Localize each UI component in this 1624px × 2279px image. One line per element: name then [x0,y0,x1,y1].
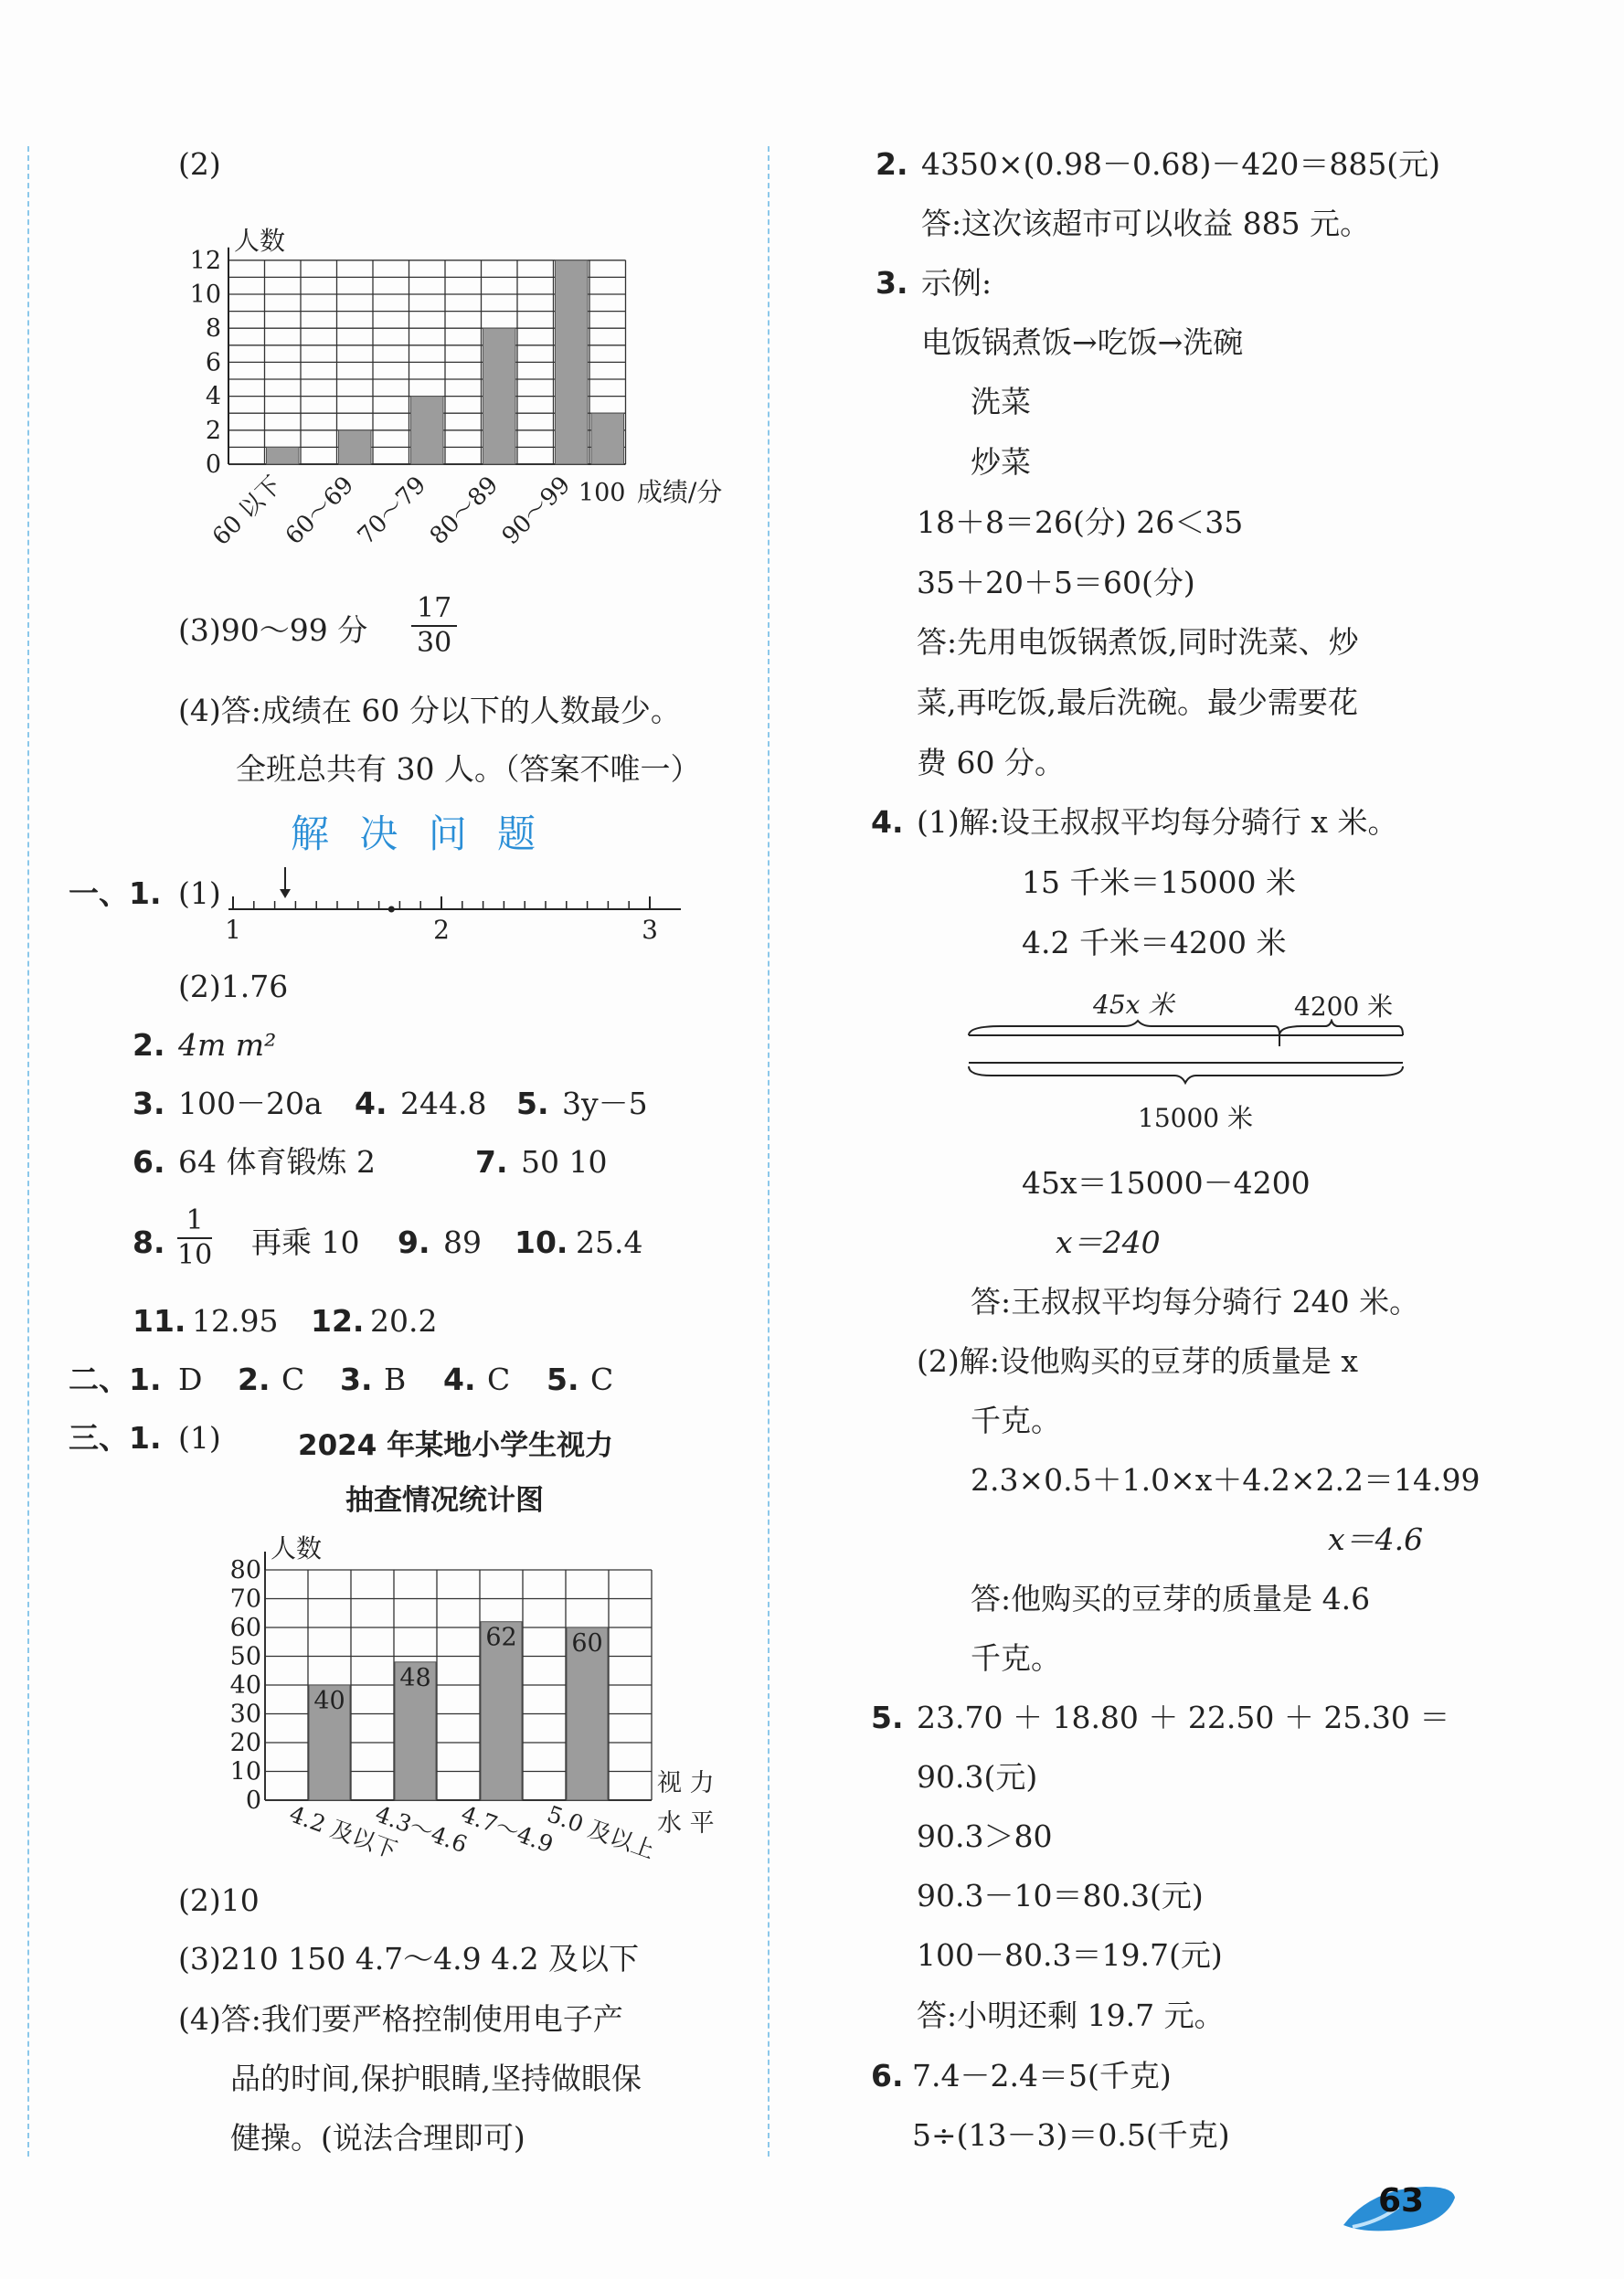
x-axis-label: 成绩/分 [636,477,723,507]
item-8-fraction-numerator: 1 [177,1204,212,1239]
bar-60 以下 [267,447,300,464]
s2-number-2: 2. [238,1362,271,1397]
item-4-number: 4. [355,1086,387,1121]
r4-part2-equation1: 2.3×0.5＋1.0×x＋4.2×2.2＝14.99 [971,1462,1481,1498]
y-tick-label: 10 [189,281,221,309]
s2-answer-1: D [178,1362,203,1397]
r4-answer: 答:王叔叔平均每分骑行 240 米。 [971,1284,1420,1320]
y-tick-label: 0 [245,1786,261,1815]
y-axis-label: 人数 [271,1533,323,1564]
item-10-number: 10. [515,1224,568,1260]
s3-sub3: (3)210 150 4.7～4.9 4.2 及以下 [178,1941,640,1977]
r6-line1: 7.4－2.4＝5(千克) [912,2058,1172,2094]
item-3-number: 3. [133,1086,165,1121]
q3-text: (3)90～99 分 [178,612,368,648]
s2-number-3: 3. [340,1362,373,1397]
top-brace-2 [1279,1021,1403,1035]
r4-equation1: 45x＝15000－4200 [1022,1165,1311,1201]
s2-number-4: 4. [443,1362,476,1397]
page-number: 63 [1378,2182,1425,2220]
column-divider-left [27,146,29,2157]
x-tick-label: 80～89 [424,471,504,551]
s3-sub4-line1: (4)答:我们要严格控制使用电子产 [178,2001,623,2037]
r3-flow-wash: 洗菜 [971,384,1031,419]
s3-sub4-line2: 品的时间,保护眼睛,坚持做眼保 [230,2061,642,2096]
bar-90～99 [556,260,589,464]
y-tick-label: 30 [229,1700,261,1729]
q3-fraction-numerator: 17 [411,592,457,627]
item-6-number: 6. [133,1144,165,1180]
y-tick-label: 6 [205,348,221,377]
number-line-label: 2 [433,915,450,945]
bar-60～69 [339,430,372,464]
q3-fraction [411,592,457,660]
s3-sub2: (2)10 [178,1882,260,1918]
number-line-label: 3 [642,915,658,945]
bar-value-label: 40 [313,1687,345,1715]
r2-answer: 答:这次该超市可以收益 885 元。 [921,206,1371,241]
r5-line2: 90.3(元) [917,1759,1038,1795]
r3-number: 3. [876,265,908,301]
y-tick-label: 80 [229,1556,261,1585]
bar-value-label: 48 [399,1663,431,1692]
y-tick-label: 8 [205,314,221,344]
r4-convert1: 15 千米＝15000 米 [1022,864,1296,900]
x-tick-label: 4.7～4.9 [457,1800,557,1859]
item-8-fraction-denominator: 10 [177,1239,213,1271]
r4-segment1-label: 45x 米 [1093,990,1174,1020]
item-7-answer: 50 10 [521,1144,608,1180]
segment-diagram [964,1019,1412,1092]
item-2-number: 2. [133,1027,165,1063]
r4-setup: (1)解:设王叔叔平均每分骑行 x 米。 [917,804,1398,840]
y-tick-label: 2 [205,416,221,445]
r3-example-label: 示例: [921,265,992,301]
column-divider-center [768,146,770,2157]
item-3-answer: 100－20a [178,1086,323,1121]
y-axis-label: 人数 [234,225,286,256]
r2-number: 2. [876,146,908,182]
x-axis-label-2: 水 平 [657,1809,715,1838]
r4-part2-answer1: 答:他购买的豆芽的质量是 4.6 [971,1581,1371,1616]
r4-part2-line1: (2)解:设他购买的豆芽的质量是 x [917,1343,1358,1379]
item-5-number: 5. [516,1086,549,1121]
q4-line1: (4)答:成绩在 60 分以下的人数最少。 [178,693,681,728]
bottom-brace [969,1066,1403,1083]
r6-line2: 5÷(13－3)＝0.5(千克) [912,2117,1230,2153]
s1-sub2: (2)1.76 [178,969,289,1004]
x-tick-label: 100 [578,479,626,507]
x-tick-label: 70～79 [352,471,432,551]
x-tick-label: 60 以下 [207,471,288,551]
x-tick-label: 4.2 及以下 [285,1800,401,1864]
x-tick-label: 60～69 [280,471,360,551]
r3-answer-line2: 菜,再吃饭,最后洗碗。最少需要花 [917,684,1358,720]
item-8-fraction [177,1204,212,1272]
bar-100 [591,413,624,464]
item-6-answer: 64 体育锻炼 2 [178,1144,376,1180]
s2-number-5: 5. [547,1362,579,1397]
x-tick-label: 4.3～4.6 [371,1800,472,1859]
r5-line5: 100－80.3＝19.7(元) [917,1937,1223,1973]
item-8-answer: 再乘 10 [251,1224,360,1260]
bar-value-label: 60 [571,1629,603,1658]
x-axis-label-1: 视 力 [657,1769,715,1797]
item-4-answer: 244.8 [400,1086,487,1121]
item-10-answer: 25.4 [576,1224,643,1260]
s2-answer-3: B [384,1362,407,1397]
item-9-number: 9. [398,1224,430,1260]
bar-70～79 [411,397,444,464]
r4-number: 4. [871,804,904,840]
chart2-title-line1: 2024 年某地小学生视力 [298,1429,614,1462]
r3-calc1: 18＋8＝26(分) 26＜35 [917,504,1244,540]
point-1-76 [388,906,395,913]
s2-answer-4: C [487,1362,511,1397]
item-12-number: 12. [311,1303,365,1339]
r5-line4: 90.3－10＝80.3(元) [917,1878,1204,1913]
item-11-number: 11. [133,1303,186,1339]
y-tick-label: 20 [229,1729,261,1757]
x-tick-label: 90～99 [496,471,577,551]
item-7-number: 7. [475,1144,508,1180]
item-9-answer: 89 [443,1224,482,1260]
s1-sub1-label: (1) [178,875,221,911]
y-tick-label: 10 [229,1757,261,1786]
bar-80～89 [483,328,516,464]
top-brace-1 [969,1021,1279,1035]
r3-answer-line1: 答:先用电饭锅煮饭,同时洗菜、炒 [917,624,1359,660]
r3-answer-line3: 费 60 分。 [917,745,1065,780]
chart2-title-line2: 抽查情况统计图 [345,1484,544,1517]
y-tick-label: 50 [229,1642,261,1671]
r5-line3: 90.3＞80 [917,1818,1053,1854]
q4-line2: 全班总共有 30 人。（答案不唯一） [236,751,701,787]
section-title: 解 决 问 题 [291,811,546,856]
item-2-answer: 4m m² [178,1027,277,1063]
q3-fraction-denominator: 30 [417,627,452,659]
item-11-answer: 12.95 [192,1303,279,1339]
y-tick-label: 0 [205,450,221,479]
s1-number: 一、1. [69,875,162,911]
r4-convert2: 4.2 千米＝4200 米 [1022,925,1287,960]
r4-part2-answer2: 千克。 [971,1640,1061,1676]
q2-label: (2) [178,146,221,182]
r3-flow-stirfry: 炒菜 [971,444,1031,480]
s2-answer-5: C [590,1362,614,1397]
r4-total-label: 15000 米 [1138,1103,1253,1133]
r4-part2-line2: 千克。 [971,1403,1061,1438]
item-5-answer: 3y－5 [562,1086,648,1121]
y-tick-label: 4 [205,382,221,411]
r4-equation2: x＝240 [1056,1224,1161,1260]
r3-calc2: 35＋20＋5＝60(分) [917,565,1195,600]
s3-sub1-label: (1) [178,1420,221,1456]
item-8-number: 8. [133,1224,165,1260]
number-line [224,864,699,946]
r3-flow-main: 电饭锅煮饭→吃饭→洗碗 [921,324,1244,360]
y-tick-label: 12 [189,246,221,275]
vision-bar-chart [219,1508,731,1864]
s3-number: 三、1. [69,1420,162,1456]
r5-number: 5. [871,1700,904,1735]
y-tick-label: 60 [229,1614,261,1642]
y-tick-label: 40 [229,1671,261,1700]
r6-number: 6. [871,2058,904,2094]
item-12-answer: 20.2 [370,1303,438,1339]
r4-part2-equation2: x＝4.6 [1328,1521,1424,1557]
x-tick-label: 5.0 及以上 [543,1800,659,1864]
y-tick-label: 70 [229,1585,261,1614]
arrow-head [280,889,291,898]
r4-segment2-label: 4200 米 [1294,991,1394,1022]
score-bar-chart [165,199,731,574]
s2-answer-2: C [281,1362,305,1397]
r2-equation: 4350×(0.98－0.68)－420＝885(元) [921,146,1441,182]
bar-value-label: 62 [485,1623,517,1652]
number-line-label: 1 [225,915,241,945]
s2-number: 二、1. [69,1362,162,1397]
r5-answer: 答:小明还剩 19.7 元。 [917,1998,1225,2033]
s3-sub4-line3: 健操。(说法合理即可) [230,2120,525,2156]
r5-line1: 23.70 ＋ 18.80 ＋ 22.50 ＋ 25.30 ＝ [917,1700,1450,1735]
